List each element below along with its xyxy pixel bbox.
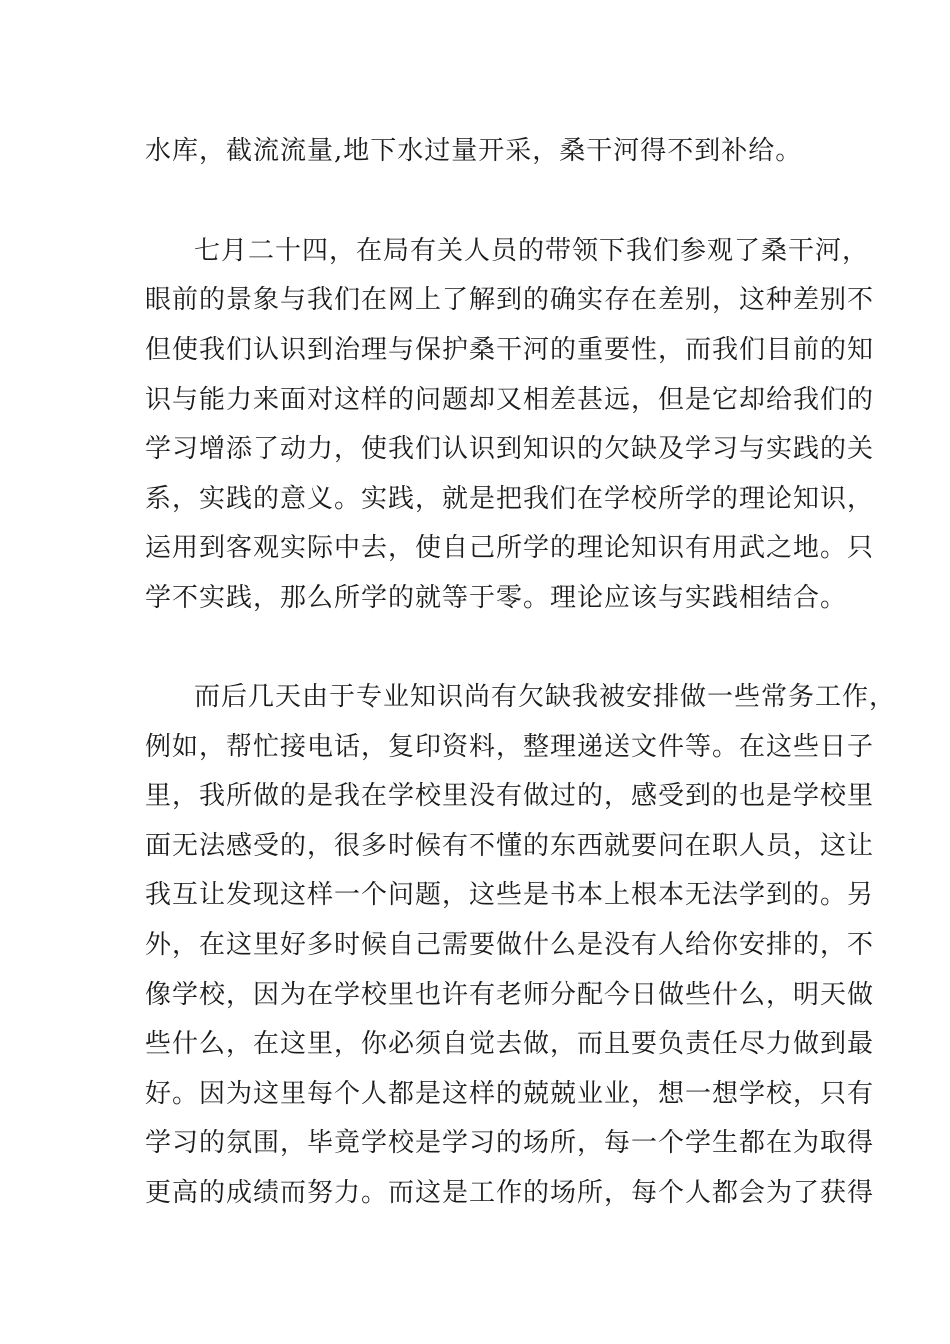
text-line: 面无法感受的，很多时候有不懂的东西就要问在职人员，这让 [145, 831, 875, 861]
text-line: 眼前的景象与我们在网上了解到的确实存在差别，这种差别不 [145, 285, 875, 315]
text-line: 系，实践的意义。实践，就是把我们在学校所学的理论知识， [145, 484, 875, 514]
text-line: 运用到客观实际中去，使自己所学的理论知识有用武之地。只 [145, 533, 875, 563]
text-line: 像学校，因为在学校里也许有老师分配今日做些什么，明天做 [145, 980, 875, 1010]
text-line: 学不实践，那么所学的就等于零。理论应该与实践相结合。 [145, 583, 848, 613]
paragraph-first-line: 而后几天由于专业知识尚有欠缺我被安排做一些常务工作， [194, 682, 897, 712]
text-line: 外，在这里好多时候自己需要做什么是没有人给你安排的，不 [145, 930, 875, 960]
text-line: 例如，帮忙接电话，复印资料，整理递送文件等。在这些日子 [145, 732, 875, 762]
text-line: 些什么，在这里，你必须自觉去做，而且要负责任尽力做到最 [145, 1029, 875, 1059]
text-line: 好。因为这里每个人都是这样的兢兢业业，想一想学校，只有 [145, 1079, 875, 1109]
text-line: 我互让发现这样一个问题，这些是书本上根本无法学到的。另 [145, 880, 875, 910]
text-line: 学习的氛围，毕竟学校是学习的场所，每一个学生都在为取得 [145, 1128, 875, 1158]
text-line: 更高的成绩而努力。而这是工作的场所，每个人都会为了获得 [145, 1178, 875, 1208]
text-line: 里，我所做的是我在学校里没有做过的，感受到的也是学校里 [145, 781, 875, 811]
text-line: 学习增添了动力，使我们认识到知识的欠缺及学习与实践的关 [145, 434, 875, 464]
text-line: 水库，截流流量,地下水过量开采，桑干河得不到补给。 [145, 136, 803, 166]
text-line: 但使我们认识到治理与保护桑干河的重要性，而我们目前的知 [145, 335, 875, 365]
paragraph-first-line: 七月二十四，在局有关人员的带领下我们参观了桑干河， [194, 236, 870, 266]
text-line: 识与能力来面对这样的问题却又相差甚远，但是它却给我们的 [145, 385, 875, 415]
